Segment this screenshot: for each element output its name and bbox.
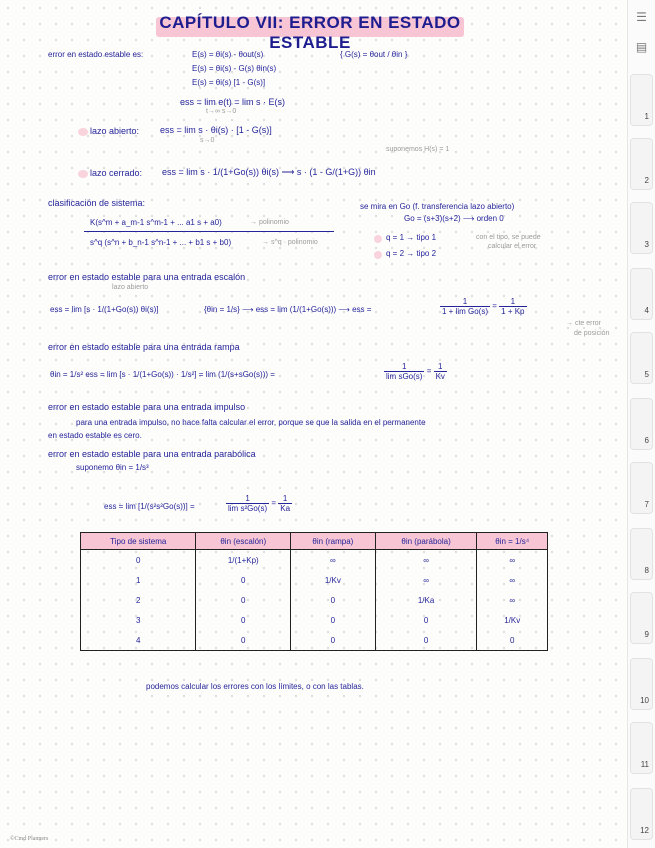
tab-8[interactable]: 8 bbox=[630, 528, 653, 580]
open-loop-bullet bbox=[78, 128, 88, 136]
table-cell: 0 bbox=[291, 610, 376, 630]
tab-3[interactable]: 3 bbox=[630, 202, 653, 254]
col-header: θin (parábola) bbox=[375, 533, 477, 550]
classification-fraction-bar bbox=[84, 231, 334, 232]
open-loop-eq: ess = lim s · θi(s) · [1 - G(s)] bbox=[160, 125, 272, 135]
table-cell: 0 bbox=[375, 630, 477, 651]
def-eq-1: E(s) = θi(s) - θout(s) bbox=[192, 50, 264, 59]
table-cell: 0 bbox=[477, 630, 548, 651]
table-row bbox=[81, 590, 548, 610]
table-cell: 1/(1+Kp) bbox=[196, 550, 291, 571]
open-loop-sub: s→0 bbox=[200, 137, 215, 144]
closed-loop-label: lazo cerrado: bbox=[90, 168, 143, 178]
table-cell: 0 bbox=[196, 630, 291, 651]
def-eq-3: E(s) = θi(s) [1 - G(s)] bbox=[192, 78, 266, 87]
q-note-1: con el tipo, se puede bbox=[476, 234, 541, 241]
closed-loop-note: suponemos H(s) = 1 bbox=[386, 146, 450, 153]
step-note-2: → cte error bbox=[566, 320, 602, 327]
table-cell: 4 bbox=[81, 630, 196, 651]
parabolic-result: $\frac{1}{\text{lim s²Go(s)}}$ = $\frac{1}{Ka}$ bbox=[228, 494, 291, 513]
q2-bullet bbox=[374, 251, 382, 259]
table-row bbox=[81, 610, 548, 630]
table-cell: 1 bbox=[81, 570, 196, 590]
tab-12[interactable]: 12 bbox=[630, 788, 653, 840]
parabolic-assume: suponemo θin = 1/s³ bbox=[76, 463, 149, 472]
table-cell: 0 bbox=[375, 610, 477, 630]
impulse-text-1: para una entrada impulso, no hace falta calcular el error, porque se que la salida en el permanente bbox=[76, 418, 426, 427]
table-row bbox=[81, 630, 548, 651]
table-cell: ∞ bbox=[477, 550, 548, 571]
table-row bbox=[81, 570, 548, 590]
step-kp-fraction: $\frac{1}{1 + Kp}$ bbox=[501, 297, 525, 316]
ramp-title: error en estado estable para una entrada rampa bbox=[48, 342, 240, 352]
error-table bbox=[80, 532, 548, 651]
parabolic-ka-fraction: $\frac{1}{Ka}$ bbox=[280, 494, 291, 513]
closed-loop-bullet bbox=[78, 170, 88, 178]
step-title: error en estado estable para una entrada escalón bbox=[48, 272, 246, 282]
def-label: error en estado estable es: bbox=[48, 50, 144, 59]
tab-7[interactable]: 7 bbox=[630, 462, 653, 514]
ess-limit-eq: ess = lim e(t) = lim s · E(s) bbox=[180, 97, 286, 107]
ramp-eq: θin = 1/s² ess = lim [s · 1/(1+Go(s)) · 1/s²] = lim (1/(s+sGo(s))) = bbox=[50, 370, 275, 379]
table-cell: 0 bbox=[81, 550, 196, 571]
table-cell: ∞ bbox=[291, 550, 376, 571]
step-result: $\frac{1}{\text{1 + lim Go(s)}}$ = $\frac{1}{1 + Kp}$ bbox=[442, 297, 525, 316]
error-table-header bbox=[81, 533, 548, 550]
table-cell: 0 bbox=[196, 590, 291, 610]
q1-bullet bbox=[374, 235, 382, 243]
page-title: CAPÍTULO VII: ERROR EN ESTADO ESTABLE bbox=[150, 13, 470, 37]
table-cell: ∞ bbox=[375, 550, 477, 571]
classification-denominator: s^q (s^n + b_n-1 s^n-1 + ... + b1 s + b0) bbox=[90, 238, 232, 247]
step-eq-2: {θin = 1/s} ⟶ ess = lim (1/(1+Go(s))) ⟶ ess = bbox=[204, 305, 372, 314]
table-cell: 2 bbox=[81, 590, 196, 610]
col-header: θin (rampa) bbox=[291, 533, 376, 550]
menu-icon[interactable]: ☰ bbox=[636, 10, 647, 24]
ramp-result: $\frac{1}{\text{lim sGo(s)}}$ = $\frac{1}{Kv}$ bbox=[386, 362, 445, 381]
q2-line: q = 2 → tipo 2 bbox=[386, 249, 437, 258]
tab-2[interactable]: 2 bbox=[630, 138, 653, 190]
tab-10[interactable]: 10 bbox=[630, 658, 653, 710]
tab-9[interactable]: 9 bbox=[630, 592, 653, 644]
tab-11[interactable]: 11 bbox=[630, 722, 653, 774]
step-fraction: $\frac{1}{\text{1 + lim Go(s)}}$ bbox=[442, 297, 489, 316]
table-cell: 0 bbox=[291, 590, 376, 610]
closed-loop-eq: ess = lim s · 1/(1+Go(s)) θi(s) ⟶ s · (1 - G/(1+G)) θin bbox=[162, 167, 376, 177]
notebook-tab-strip bbox=[627, 0, 655, 848]
table-cell: ∞ bbox=[375, 570, 477, 590]
q1-line: q = 1 → tipo 1 bbox=[386, 233, 437, 242]
tab-1[interactable]: 1 bbox=[630, 74, 653, 126]
footer-credit: ©Cmd Planners bbox=[10, 836, 49, 842]
classification-side-1: se mira en Go (f. transferencia lazo abierto) bbox=[360, 202, 515, 211]
table-cell: 3 bbox=[81, 610, 196, 630]
parabolic-title: error en estado estable para una entrada parabólica bbox=[48, 449, 256, 459]
q-note-2: calcular el error bbox=[488, 243, 537, 250]
tab-4[interactable]: 4 bbox=[630, 268, 653, 320]
conclusion-text: podemos calcular los errores con los límites, o con las tablas. bbox=[146, 682, 364, 691]
step-eq-1: ess = lim [s · 1/(1+Go(s)) θi(s)] bbox=[50, 305, 159, 314]
col-header: Tipo de sistema bbox=[81, 533, 196, 550]
impulse-text-2: en estado estable es cero. bbox=[48, 431, 142, 440]
step-note-3: de posición bbox=[574, 330, 610, 337]
col-header: θin (escalón) bbox=[196, 533, 291, 550]
step-note: lazo abierto bbox=[112, 284, 149, 291]
table-cell: 1/Kv bbox=[477, 610, 548, 630]
table-cell: 1/Kv bbox=[291, 570, 376, 590]
table-cell: ∞ bbox=[477, 590, 548, 610]
table-row bbox=[81, 550, 548, 571]
classification-num-note: → polinomio bbox=[250, 219, 289, 226]
parabolic-eq: ess = lim [1/(s²s²Go(s))] = bbox=[104, 502, 195, 511]
col-header: θin = 1/s⁴ bbox=[477, 533, 548, 550]
tab-6[interactable]: 6 bbox=[630, 398, 653, 450]
table-cell: 0 bbox=[291, 630, 376, 651]
table-cell: ∞ bbox=[477, 570, 548, 590]
open-loop-label: lazo abierto: bbox=[90, 126, 140, 136]
ramp-fraction: $\frac{1}{\text{lim sGo(s)}}$ bbox=[386, 362, 423, 381]
notes-icon[interactable]: ▤ bbox=[635, 40, 648, 54]
def-eq-g: { G(s) = θout / θin } bbox=[340, 50, 408, 59]
table-cell: 0 bbox=[196, 610, 291, 630]
ess-limit-sub: t→∞ s→0 bbox=[206, 108, 237, 115]
tab-5[interactable]: 5 bbox=[630, 332, 653, 384]
classification-side-2: Go = (s+3)(s+2) ⟶ orden 0 bbox=[404, 214, 504, 223]
table-cell: 0 bbox=[196, 570, 291, 590]
classification-title: clasificación de sistema: bbox=[48, 198, 146, 208]
classification-den-note: → s^q · polinomio bbox=[262, 239, 318, 246]
impulse-title: error en estado estable para una entrada impulso bbox=[48, 402, 246, 412]
ramp-kv-fraction: $\frac{1}{Kv}$ bbox=[435, 362, 445, 381]
classification-numerator: K(s^m + a_m-1 s^m-1 + ... a1 s + a0) bbox=[90, 218, 222, 227]
parabolic-fraction: $\frac{1}{\text{lim s²Go(s)}}$ bbox=[228, 494, 268, 513]
def-eq-2: E(s) = θi(s) - G(s) θin(s) bbox=[192, 64, 277, 73]
table-cell: 1/Ka bbox=[375, 590, 477, 610]
